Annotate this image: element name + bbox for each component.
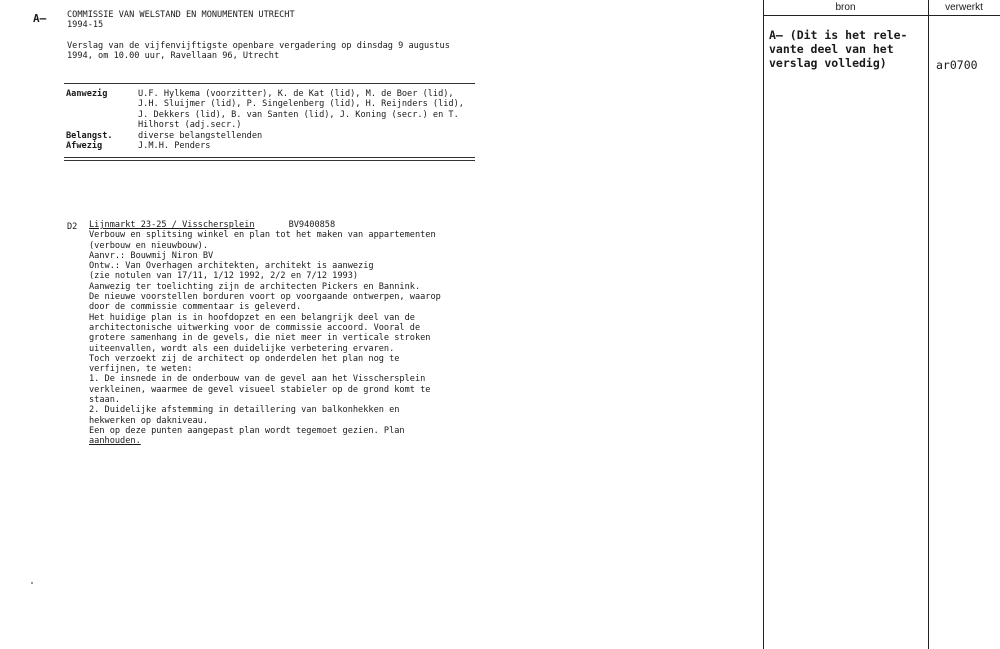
item-line: hekwerken op dakniveau. [89, 415, 208, 426]
item-line: architectonische uitwerking voor de commissie accoord. Vooral de [89, 322, 421, 333]
item-code: D2 [67, 222, 78, 232]
item-line: Verbouw en splitsing winkel en plan tot het maken van appartementen [89, 230, 436, 241]
item-line: grotere samenhang in de gevels, die niet meer in verticale stroken [89, 333, 431, 344]
report-description-line-1: Verslag van de vijfenvijftigste openbare vergadering op dinsdag 9 augustus [67, 40, 450, 51]
absent-label: Afwezig [66, 141, 103, 151]
item-line: Ontw.: Van Overhagen architekten, architekt is aanwezig [89, 261, 374, 272]
present-value: U.F. Hylkema (voorzitter), K. de Kat (lid), M. de Boer (lid), J.H. Sluijmer (lid), P. Singelenberg (lid), H. Reijnders (lid), J. Dekkers (lid), B. van Santen (lid), J. Koning (secr.) en T. Hilhorst (adj.secr.) [138, 89, 464, 130]
item-decision: aanhouden. [89, 436, 141, 447]
column-divider-left [763, 0, 764, 649]
report-year: 1994-15 [67, 20, 104, 31]
item-line: uiteenvallen, wordt als een duidelijke verbetering ervaren. [89, 343, 395, 354]
present-label: Aanwezig [66, 89, 108, 99]
item-line: verkleinen, waarmee de gevel visueel stabieler op de grond komt te [89, 384, 431, 395]
item-line: verfijnen, te weten: [89, 364, 193, 375]
item-heading [89, 220, 469, 230]
item-line: De nieuwe voorstellen borduren voort op voorgaande ontwerpen, waarop [89, 292, 441, 303]
item-line: Een op deze punten aangepast plan wordt tegemoet gezien. Plan [89, 425, 405, 436]
item-title: Lijnmarkt 23-25 / Visschersplein [89, 220, 255, 230]
report-description-line-2: 1994, om 10.00 uur, Ravellaan 96, Utrecht [67, 50, 280, 61]
item-line: door de commissie commentaar is geleverd. [89, 302, 302, 313]
bron-note: A— (Dit is het rele- vante deel van het verslag volledig) [769, 28, 908, 70]
item-body [89, 230, 469, 436]
item-line: 2. Duidelijke afstemming in detaillering van balkonhekken en [89, 405, 400, 416]
attendance-absent [66, 141, 486, 152]
separator-mid-2 [64, 160, 475, 161]
absent-value: J.M.H. Penders [138, 141, 211, 151]
column-divider-right [928, 0, 929, 649]
column-header-underline [763, 15, 1000, 16]
document-header [67, 10, 487, 61]
organization-title: COMMISSIE VAN WELSTAND EN MONUMENTEN UTRECHT [67, 10, 295, 20]
item-line: Aanwezig ter toelichting zijn de architecten Pickers en Bannink. [89, 281, 421, 292]
item-line: Aanvr.: Bouwmij Niron BV [89, 250, 214, 261]
interested-value: diverse belangstellenden [138, 131, 263, 141]
interested-label: Belangst. [66, 131, 113, 141]
item-line: (zie notulen van 17/11, 1/12 1992, 2/2 en 7/12 1993) [89, 271, 359, 282]
item-line: Toch verzoekt zij de architect op onderdelen het plan nog te [89, 353, 400, 364]
verwerkt-code: ar0700 [936, 58, 978, 72]
column-header-bron: bron [835, 2, 856, 13]
scan-speck [31, 582, 33, 584]
item-line: 1. De insnede in de onderbouw van de gevel aan het Visschersplein [89, 374, 426, 385]
separator-top [64, 83, 475, 84]
item-line: (verbouw en nieuwbouw). [89, 240, 208, 251]
separator-mid-1 [64, 157, 475, 158]
item-line: staan. [89, 395, 121, 406]
agenda-item [89, 220, 469, 447]
column-header-verwerkt: verwerkt [945, 2, 983, 13]
margin-marker: A— [33, 12, 47, 25]
item-reference: BV9400858 [288, 220, 336, 230]
item-line: Het huidige plan is in hoofdopzet en een belangrijk deel van de [89, 312, 415, 323]
